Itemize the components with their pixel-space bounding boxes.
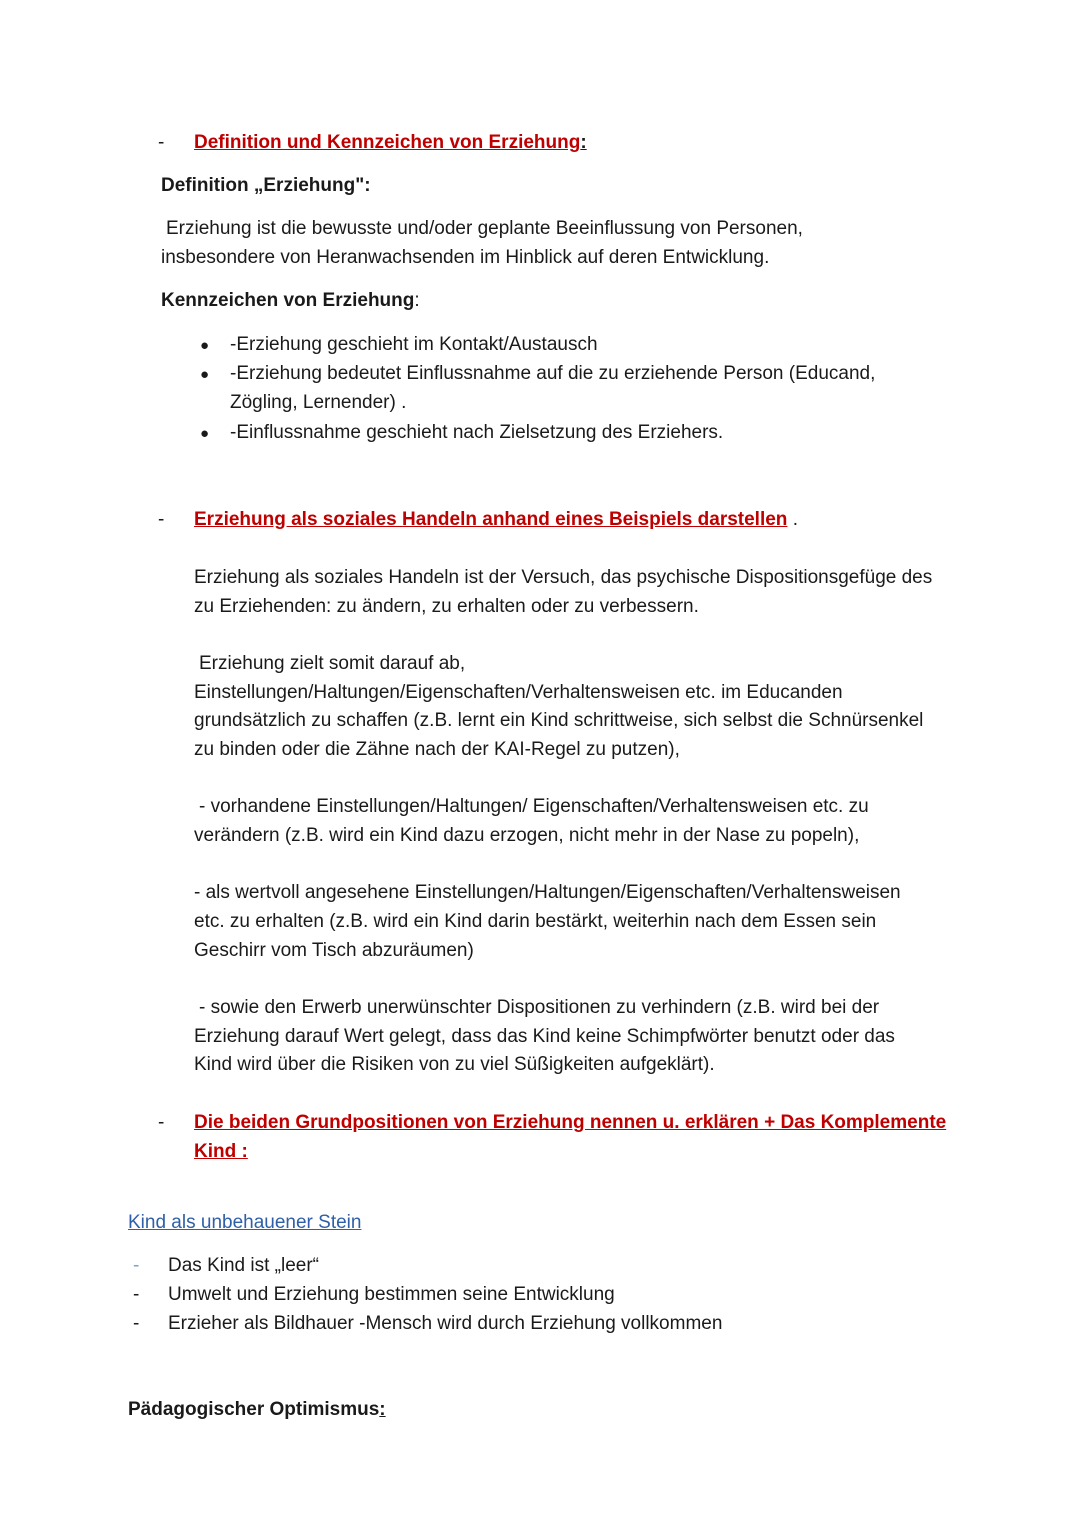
section-heading-handeln: Erziehung als soziales Handeln anhand eines Beispiels darstellen . bbox=[194, 509, 798, 530]
list-item: Erzieher als Bildhauer -Mensch wird durch Erziehung vollkommen bbox=[168, 1313, 723, 1334]
list-dash: - bbox=[133, 1255, 140, 1276]
list-item: -Erziehung geschieht im Kontakt/Austausch bbox=[230, 334, 598, 355]
stein-title: Kind als unbehauener Stein bbox=[128, 1212, 362, 1233]
paragraph-line: Einstellungen/Haltungen/Eigenschaften/Verhaltensweisen etc. im Educanden bbox=[194, 682, 843, 703]
paragraph-line: zu binden oder die Zähne nach der KAI-Regel zu putzen), bbox=[194, 739, 680, 760]
paragraph-line: - als wertvoll angesehene Einstellungen/Haltungen/Eigenschaften/Verhaltensweisen bbox=[194, 882, 901, 903]
section-dash: - bbox=[158, 509, 165, 530]
paragraph-line: - vorhandene Einstellungen/Haltungen/ Eigenschaften/Verhaltensweisen etc. zu bbox=[199, 796, 869, 817]
bullet-icon: ● bbox=[200, 337, 210, 354]
paragraph-line: verändern (z.B. wird ein Kind dazu erzogen, nicht mehr in der Nase zu popeln), bbox=[194, 825, 860, 846]
paragraph-line: zu Erziehenden: zu ändern, zu erhalten oder zu verbessern. bbox=[194, 596, 699, 617]
paragraph-line: Erziehung zielt somit darauf ab, bbox=[199, 653, 466, 674]
paragraph-line: Kind wird über die Risiken von zu viel Süßigkeiten aufgeklärt). bbox=[194, 1054, 715, 1075]
list-item: Das Kind ist „leer“ bbox=[168, 1255, 319, 1276]
bullet-icon: ● bbox=[200, 366, 210, 383]
list-dash: - bbox=[133, 1284, 140, 1305]
paragraph-line: Geschirr vom Tisch abzuräumen) bbox=[194, 940, 474, 961]
list-item: Umwelt und Erziehung bestimmen seine Entwicklung bbox=[168, 1284, 615, 1305]
bullet-icon: ● bbox=[200, 425, 210, 442]
section-dash: - bbox=[158, 132, 165, 153]
kennzeichen-title: Kennzeichen von Erziehung: bbox=[161, 290, 420, 311]
optimismus-title: Pädagogischer Optimismus: bbox=[128, 1399, 386, 1420]
definition-text-line: Erziehung ist die bewusste und/oder geplante Beeinflussung von Personen, bbox=[166, 218, 803, 239]
list-item-continuation: Zögling, Lernender) . bbox=[230, 392, 407, 413]
paragraph-line: Erziehung als soziales Handeln ist der Versuch, das psychische Dispositionsgefüge des bbox=[194, 567, 933, 588]
paragraph-line: - sowie den Erwerb unerwünschter Dispositionen zu verhindern (z.B. wird bei der bbox=[199, 997, 880, 1018]
definition-title: Definition „Erziehung": bbox=[161, 175, 371, 196]
list-item: -Erziehung bedeutet Einflussnahme auf die zu erziehende Person (Educand, bbox=[230, 363, 876, 384]
section-dash: - bbox=[158, 1112, 165, 1133]
section-heading-definition: Definition und Kennzeichen von Erziehung: bbox=[194, 132, 587, 153]
paragraph-line: etc. zu erhalten (z.B. wird ein Kind darin bestärkt, weiterhin nach dem Essen sein bbox=[194, 911, 877, 932]
list-dash: - bbox=[133, 1313, 140, 1334]
section-heading-grundpositionen: Die beiden Grundpositionen von Erziehung nennen u. erklären + Das Komplemente bbox=[194, 1112, 947, 1133]
paragraph-line: grundsätzlich zu schaffen (z.B. lernt ein Kind schrittweise, sich selbst die Schnürsenkel bbox=[194, 710, 924, 731]
list-item: -Einflussnahme geschieht nach Zielsetzung des Erziehers. bbox=[230, 422, 724, 443]
paragraph-line: Erziehung darauf Wert gelegt, dass das Kind keine Schimpfwörter benutzt oder das bbox=[194, 1026, 895, 1047]
definition-text-line: insbesondere von Heranwachsenden im Hinblick auf deren Entwicklung. bbox=[161, 247, 770, 268]
section-heading-grundpositionen-line2: Kind : bbox=[194, 1141, 248, 1162]
